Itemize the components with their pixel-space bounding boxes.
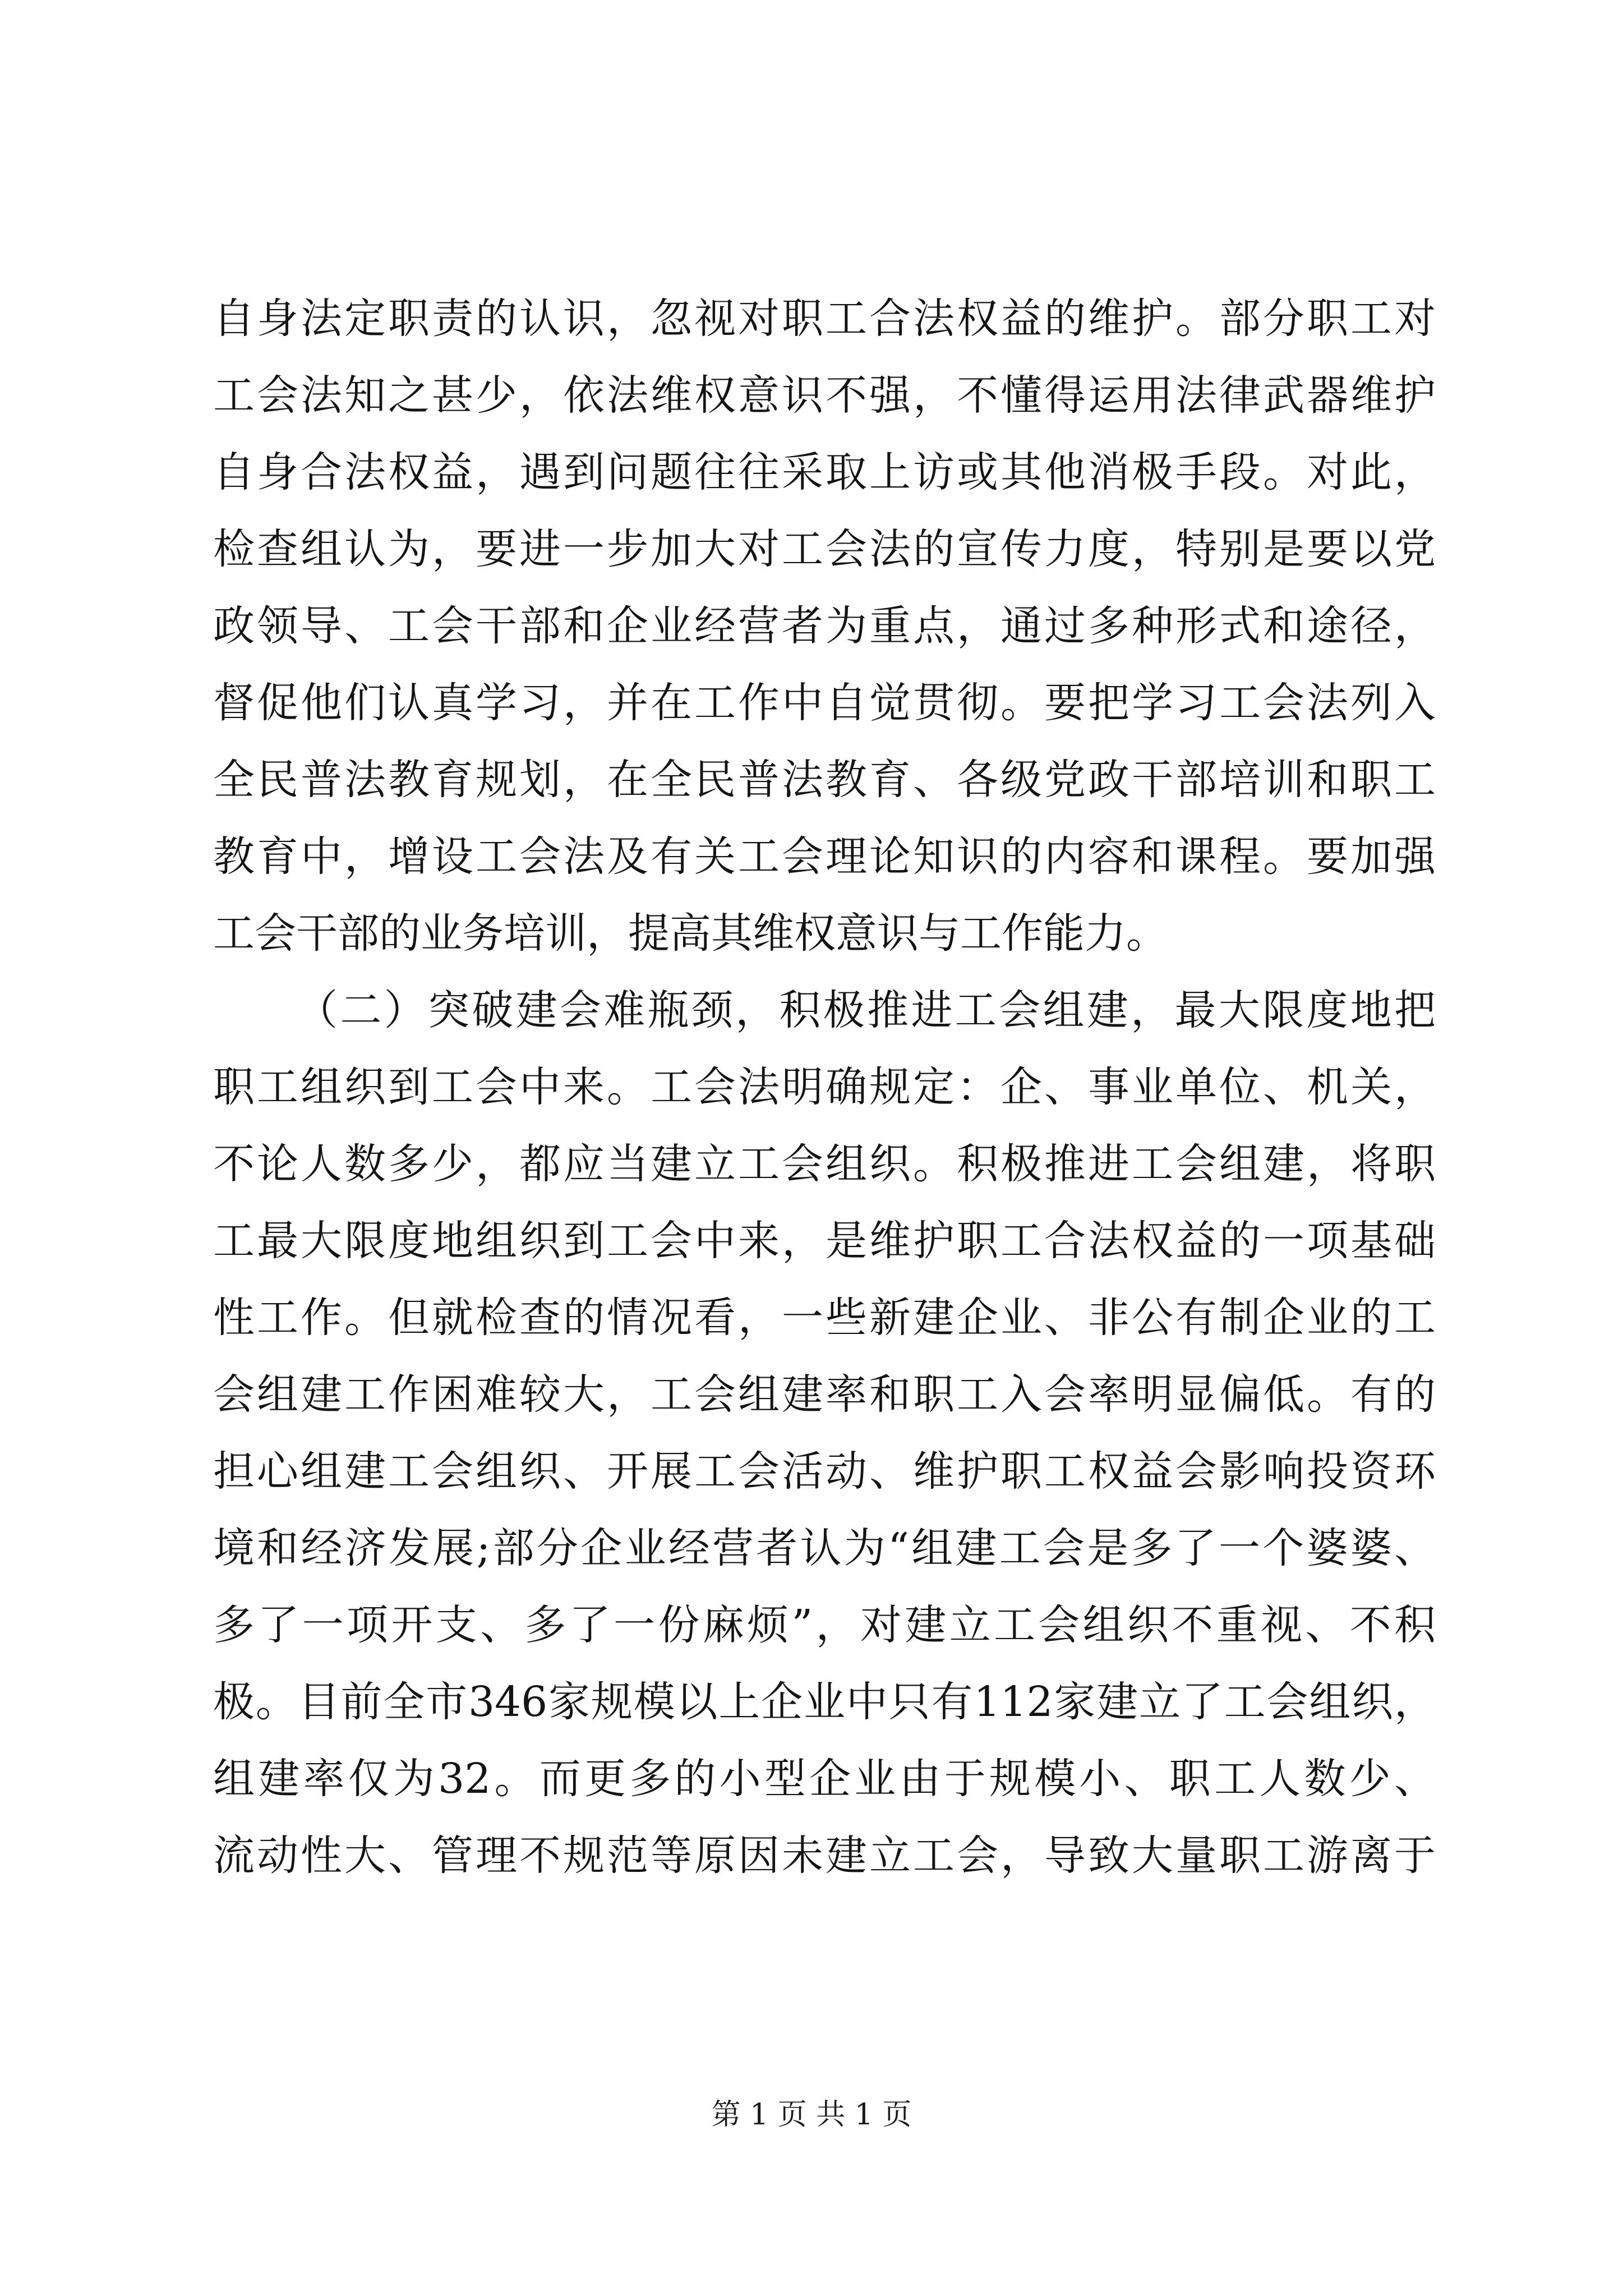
text-line: 自身合法权益，遇到问题往往采取上访或其他消极手段。对此， [213,448,1436,496]
text-line: 工最大限度地组织到工会中来，是维护职工合法权益的一项基础 [213,1217,1436,1265]
text-line: 工会法知之甚少，依法维权意识不强，不懂得运用法律武器维护 [213,371,1436,420]
text-line: 境和经济发展;部分企业经营者认为“组建工会是多了一个婆婆、 [213,1524,1436,1572]
text-line: 不论人数多少，都应当建立工会组织。积极推进工会组建，将职 [213,1140,1436,1188]
text-line: 极。目前全市346家规模以上企业中只有112家建立了工会组织， [213,1678,1436,1726]
body-text [213,280,1436,1894]
text-line: 自身法定职责的认识，忽视对职工合法权益的维护。部分职工对 [213,295,1436,343]
text-line-paragraph-end: 工会干部的业务培训，提高其维权意识与工作能力。 [213,909,1168,958]
text-line: 流动性大、管理不规范等原因未建立工会，导致大量职工游离于 [213,1832,1436,1880]
text-line: 检查组认为，要进一步加大对工会法的宣传力度，特别是要以党 [213,525,1436,573]
text-line: 会组建工作困难较大，工会组建率和职工入会率明显偏低。有的 [213,1370,1436,1419]
text-line-section-heading: （二）突破建会难瓶颈，积极推进工会组建，最大限度地把 [296,986,1436,1034]
text-line: 性工作。但就检查的情况看，一些新建企业、非公有制企业的工 [213,1294,1436,1342]
text-line: 职工组织到工会中来。工会法明确规定：企、事业单位、机关， [213,1063,1436,1111]
page-number-footer: 第 1 页 共 1 页 [711,2098,912,2132]
text-line: 组建率仅为32。而更多的小型企业由于规模小、职工人数少、 [213,1755,1436,1803]
text-line: 全民普法教育规划，在全民普法教育、各级党政干部培训和职工 [213,756,1436,804]
text-line: 督促他们认真学习，并在工作中自觉贯彻。要把学习工会法列入 [213,679,1436,727]
text-line: 多了一项开支、多了一份麻烦”，对建立工会组织不重视、不积 [213,1601,1436,1649]
text-line: 担心组建工会组织、开展工会活动、维护职工权益会影响投资环 [213,1447,1436,1496]
text-line: 政领导、工会干部和企业经营者为重点，通过多种形式和途径， [213,602,1436,650]
text-line: 教育中，增设工会法及有关工会理论知识的内容和课程。要加强 [213,832,1436,881]
